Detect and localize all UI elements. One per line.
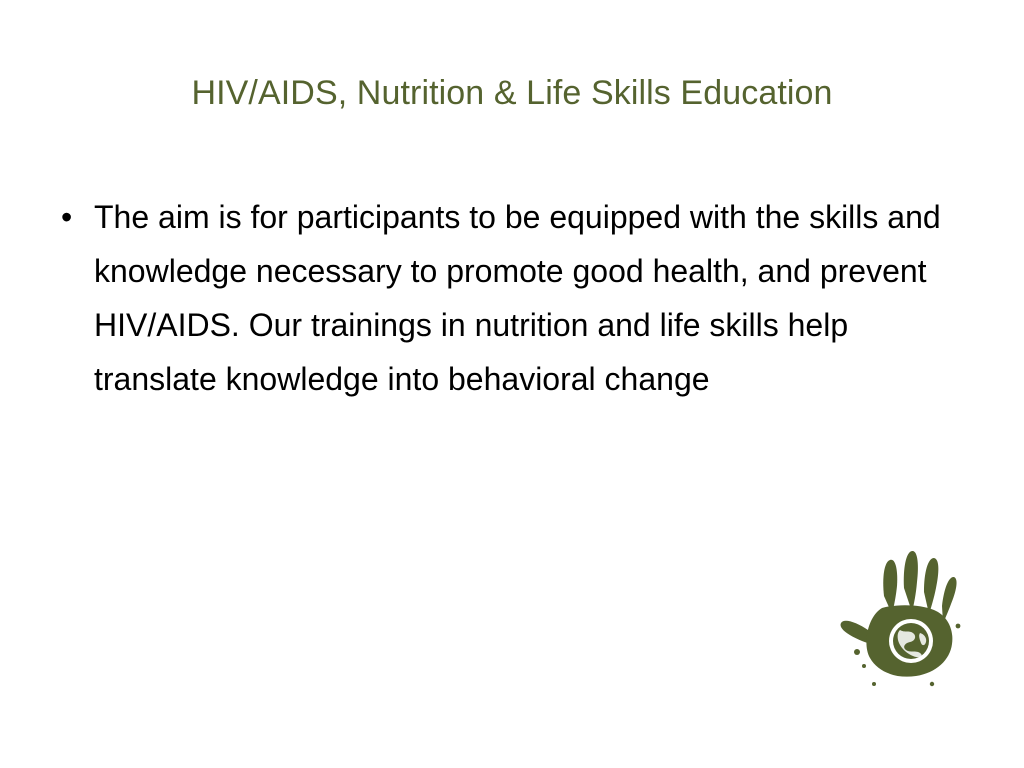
bullet-marker: •	[61, 199, 73, 235]
handprint-globe-logo	[812, 534, 984, 706]
bullet-text: The aim is for participants to be equipped with the skills and knowledge necessary to promote good health, and prevent HIV/AIDS. Our trainings in nutrition and life skills help translate knowledge into behavioral change	[94, 199, 941, 397]
list-item	[52, 190, 972, 406]
page-title: HIV/AIDS, Nutrition & Life Skills Education	[191, 74, 833, 112]
slide-body	[52, 190, 972, 406]
